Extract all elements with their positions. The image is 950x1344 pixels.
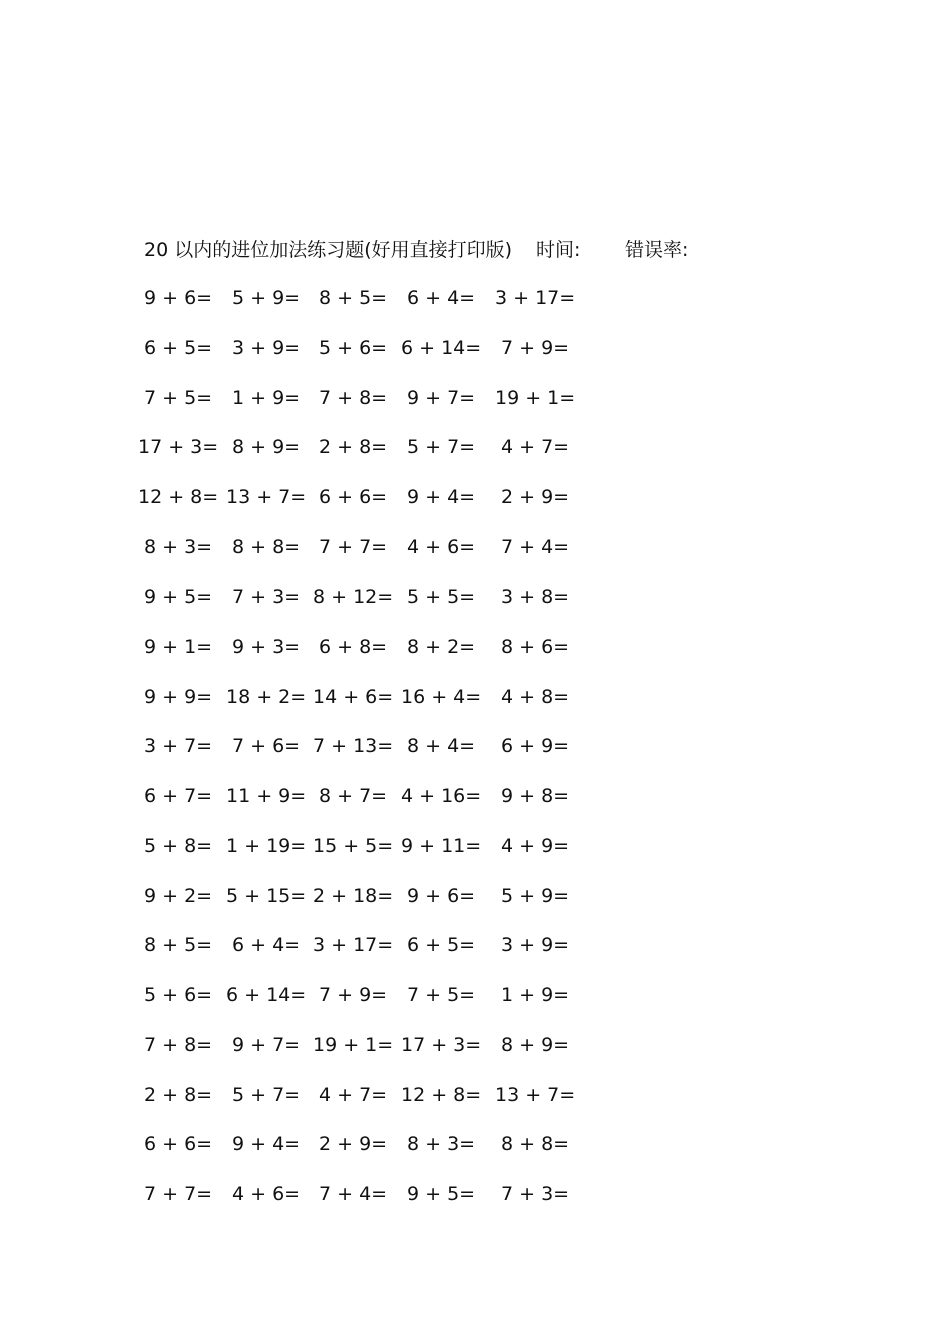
problem-item: 9 + 4=: [232, 1133, 301, 1155]
problem-item: 7 + 7=: [144, 1183, 213, 1205]
problem-item: 8 + 7=: [319, 785, 388, 807]
problem-item: 6 + 4=: [232, 934, 301, 956]
problem-item: 6 + 4=: [407, 287, 476, 309]
problem-item: 5 + 9=: [232, 287, 301, 309]
problem-item: 3 + 17=: [313, 934, 394, 956]
problem-item: 6 + 5=: [144, 337, 213, 359]
problem-item: 1 + 9=: [232, 387, 301, 409]
problem-item: 6 + 14=: [226, 984, 307, 1006]
problem-item: 5 + 9=: [501, 885, 570, 907]
time-label: 时间:: [536, 239, 581, 261]
problem-item: 13 + 7=: [226, 486, 307, 508]
problem-item: 3 + 7=: [144, 735, 213, 757]
problem-item: 2 + 8=: [144, 1084, 213, 1106]
problem-item: 5 + 8=: [144, 835, 213, 857]
problem-item: 8 + 8=: [501, 1133, 570, 1155]
problem-item: 6 + 6=: [144, 1133, 213, 1155]
problem-item: 2 + 18=: [313, 885, 394, 907]
problem-item: 8 + 5=: [319, 287, 388, 309]
problem-item: 19 + 1=: [495, 387, 576, 409]
problem-item: 7 + 8=: [319, 387, 388, 409]
problem-item: 5 + 6=: [144, 984, 213, 1006]
problem-item: 9 + 5=: [144, 586, 213, 608]
problem-item: 18 + 2=: [226, 686, 307, 708]
problem-item: 5 + 15=: [226, 885, 307, 907]
problem-item: 8 + 4=: [407, 735, 476, 757]
problem-item: 5 + 6=: [319, 337, 388, 359]
problem-item: 9 + 9=: [144, 686, 213, 708]
problem-item: 9 + 6=: [144, 287, 213, 309]
problem-item: 6 + 5=: [407, 934, 476, 956]
problem-item: 7 + 9=: [319, 984, 388, 1006]
problem-item: 4 + 6=: [407, 536, 476, 558]
problem-item: 9 + 7=: [407, 387, 476, 409]
problem-item: 7 + 7=: [319, 536, 388, 558]
problem-item: 4 + 7=: [319, 1084, 388, 1106]
problem-item: 7 + 6=: [232, 735, 301, 757]
problem-item: 3 + 9=: [232, 337, 301, 359]
problem-item: 7 + 4=: [319, 1183, 388, 1205]
problem-item: 9 + 5=: [407, 1183, 476, 1205]
problem-item: 5 + 7=: [232, 1084, 301, 1106]
problem-item: 8 + 6=: [501, 636, 570, 658]
problem-item: 16 + 4=: [401, 686, 482, 708]
problem-item: 8 + 3=: [407, 1133, 476, 1155]
problem-item: 17 + 3=: [401, 1034, 482, 1056]
problem-item: 1 + 19=: [226, 835, 307, 857]
problem-item: 13 + 7=: [495, 1084, 576, 1106]
problem-item: 9 + 11=: [401, 835, 482, 857]
problem-item: 12 + 8=: [401, 1084, 482, 1106]
problem-item: 9 + 3=: [232, 636, 301, 658]
problem-item: 15 + 5=: [313, 835, 394, 857]
problem-item: 1 + 9=: [501, 984, 570, 1006]
problem-item: 2 + 9=: [319, 1133, 388, 1155]
problem-item: 8 + 2=: [407, 636, 476, 658]
problem-item: 14 + 6=: [313, 686, 394, 708]
problem-item: 8 + 8=: [232, 536, 301, 558]
problem-item: 8 + 9=: [501, 1034, 570, 1056]
problem-item: 8 + 5=: [144, 934, 213, 956]
problem-item: 5 + 7=: [407, 436, 476, 458]
problem-item: 9 + 1=: [144, 636, 213, 658]
problem-item: 7 + 3=: [232, 586, 301, 608]
problem-item: 4 + 9=: [501, 835, 570, 857]
problem-item: 6 + 9=: [501, 735, 570, 757]
problem-item: 6 + 6=: [319, 486, 388, 508]
problem-item: 17 + 3=: [138, 436, 219, 458]
problem-item: 4 + 16=: [401, 785, 482, 807]
problem-item: 4 + 7=: [501, 436, 570, 458]
problem-item: 12 + 8=: [138, 486, 219, 508]
problem-item: 4 + 8=: [501, 686, 570, 708]
problem-item: 2 + 8=: [319, 436, 388, 458]
problem-item: 6 + 14=: [401, 337, 482, 359]
problem-item: 8 + 12=: [313, 586, 394, 608]
problem-item: 8 + 3=: [144, 536, 213, 558]
problem-item: 7 + 5=: [407, 984, 476, 1006]
problem-item: 4 + 6=: [232, 1183, 301, 1205]
error-rate-label: 错误率:: [625, 239, 689, 261]
problem-item: 7 + 3=: [501, 1183, 570, 1205]
problem-item: 9 + 4=: [407, 486, 476, 508]
problem-item: 9 + 7=: [232, 1034, 301, 1056]
problem-item: 11 + 9=: [226, 785, 307, 807]
worksheet-title: 20 以内的进位加法练习题(好用直接打印版): [144, 239, 513, 261]
problem-item: 9 + 8=: [501, 785, 570, 807]
problem-item: 7 + 5=: [144, 387, 213, 409]
problem-item: 5 + 5=: [407, 586, 476, 608]
problem-item: 6 + 7=: [144, 785, 213, 807]
problem-item: 3 + 9=: [501, 934, 570, 956]
problem-item: 6 + 8=: [319, 636, 388, 658]
problem-item: 9 + 6=: [407, 885, 476, 907]
problem-item: 7 + 4=: [501, 536, 570, 558]
problem-item: 3 + 17=: [495, 287, 576, 309]
problem-item: 2 + 9=: [501, 486, 570, 508]
problem-item: 8 + 9=: [232, 436, 301, 458]
problem-item: 19 + 1=: [313, 1034, 394, 1056]
problem-item: 9 + 2=: [144, 885, 213, 907]
problem-item: 7 + 9=: [501, 337, 570, 359]
problem-item: 7 + 13=: [313, 735, 394, 757]
problem-item: 7 + 8=: [144, 1034, 213, 1056]
problem-item: 3 + 8=: [501, 586, 570, 608]
